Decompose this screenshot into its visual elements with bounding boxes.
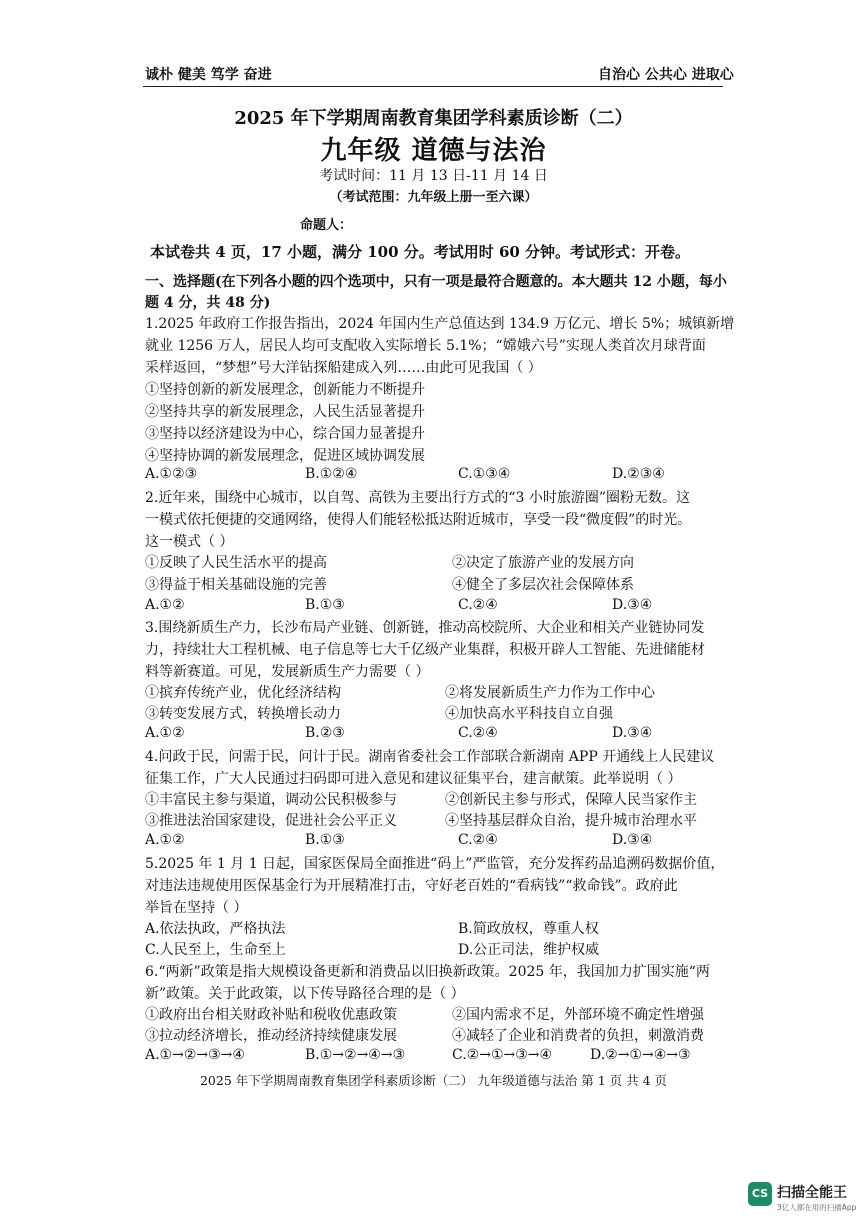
option-b: B.①②④ — [305, 466, 358, 482]
option-d: D.③④ — [612, 597, 653, 613]
statement-item: ④减轻了企业和消费者的负担，刺激消费 — [452, 1028, 704, 1044]
option-a: A.①② — [145, 725, 185, 741]
statement-item: ③得益于相关基础设施的完善 — [145, 577, 327, 593]
section-heading-line2: 题 4 分，共 48 分) — [145, 295, 271, 311]
option-d: D.②→①→④→③ — [590, 1047, 691, 1063]
option-d: D.③④ — [612, 832, 653, 848]
option-b: B.①③ — [305, 597, 345, 613]
option-c: C.②④ — [458, 832, 498, 848]
option-a: A.依法执政，严格执法 — [145, 921, 286, 937]
statement-item: ①丰富民主参与渠道，调动公民积极参与 — [145, 792, 397, 808]
statement-item: ①政府出台相关财政补贴和税收优惠政策 — [145, 1007, 397, 1023]
exam-time: 考试时间：11 月 13 日-11 月 14 日 — [319, 168, 548, 184]
header-divider — [143, 86, 723, 87]
question-stem-line: 6.“两新”政策是指大规模设备更新和消费品以旧换新政策。2025 年，我国加力扩围实施“两 — [145, 964, 710, 980]
exam-info: 本试卷共 4 页，17 小题，满分 100 分。考试用时 60 分钟。考试形式：开卷。 — [150, 243, 691, 261]
statement-item: ④坚持基层群众自治，提升城市治理水平 — [445, 813, 697, 829]
scanner-logo-icon: CS — [748, 1182, 772, 1206]
question-stem-line: 料等新赛道。可见，发展新质生产力需要（ ） — [145, 664, 430, 680]
option-c: C.人民至上，生命至上 — [145, 942, 286, 958]
question-stem-line: 就业 1256 万人，居民人均可支配收入实际增长 5.1%；“嫦娥六号”实现人类首次月球背面 — [145, 338, 706, 354]
section-heading-line1: 一、选择题(在下列各小题的四个选项中，只有一项是最符合题意的。本大题共 12 小题，每小 — [145, 274, 727, 290]
question-stem-line: 举旨在坚持（ ） — [145, 900, 248, 916]
option-c: C.②④ — [458, 725, 498, 741]
option-a: A.①② — [145, 832, 185, 848]
school-motto-right: 自治心 公共心 进取心 — [598, 67, 734, 83]
question-stem-line: 1.2025 年政府工作报告指出，2024 年国内生产总值达到 134.9 万亿元、增长 5%；城镇新增 — [145, 316, 735, 332]
page-footer: 2025 年下学期周南教育集团学科素质诊断（二） 九年级道德与法治 第 1 页 共 4 页 — [199, 1073, 667, 1088]
option-c: C.②→①→③→④ — [452, 1047, 553, 1063]
question-stem-line: 采样返回，“梦想”号大洋钻探船建成入列……由此可见我国（ ） — [145, 360, 542, 376]
statement-item: ①坚持创新的新发展理念，创新能力不断提升 — [145, 382, 425, 398]
question-stem-line: 3.围绕新质生产力，长沙布局产业链、创新链，推动高校院所、大企业和相关产业链协同发 — [145, 620, 705, 636]
statement-item: ①摈弃传统产业，优化经济结构 — [145, 685, 341, 701]
statement-item: ②坚持共享的新发展理念，人民生活显著提升 — [145, 404, 425, 420]
option-a: A.①→②→③→④ — [145, 1047, 245, 1063]
statement-item: ②国内需求不足，外部环境不确定性增强 — [452, 1007, 704, 1023]
statement-item: ①反映了人民生活水平的提高 — [145, 555, 327, 571]
statement-item: ②决定了旅游产业的发展方向 — [452, 555, 634, 571]
statement-item: ③推进法治国家建设，促进社会公平正义 — [145, 813, 397, 829]
option-b: B.②③ — [305, 725, 345, 741]
statement-item: ③拉动经济增长，推动经济持续健康发展 — [145, 1028, 397, 1044]
question-stem-line: 新”政策。关于此政策，以下传导路径合理的是（ ） — [145, 986, 465, 1002]
question-stem-line: 2.近年来，围绕中心城市，以自驾、高铁为主要出行方式的“3 小时旅游圈”圈粉无数。这 — [145, 490, 691, 506]
question-stem-line: 力，持续壮大工程机械、电子信息等七大千亿级产业集群，积极开辟人工智能、先进储能材 — [145, 642, 705, 658]
statement-item: ③坚持以经济建设为中心，综合国力显著提升 — [145, 426, 425, 442]
question-stem-line: 这一模式（ ） — [145, 534, 234, 550]
statement-item: ④坚持协调的新发展理念，促进区域协调发展 — [145, 448, 425, 464]
option-b: B.①→②→④→③ — [305, 1047, 406, 1063]
option-a: A.①②③ — [145, 466, 198, 482]
question-stem-line: 一模式依托便捷的交通网络，使得人们能轻松抵达附近城市，享受一段“微度假”的时光。 — [145, 512, 692, 528]
question-stem-line: 对违法违规使用医保基金行为开展精准打击，守好老百姓的“看病钱”“救命钱”。政府此 — [145, 878, 678, 894]
option-d: D.②③④ — [612, 466, 665, 482]
statement-item: ④加快高水平科技自立自强 — [445, 706, 613, 722]
school-motto-left: 诚朴 健美 笃学 奋进 — [145, 67, 272, 83]
statement-item: ④健全了多层次社会保障体系 — [452, 577, 634, 593]
option-a: A.①② — [145, 597, 185, 613]
option-d: D.公正司法，维护权威 — [458, 942, 600, 958]
author-label: 命题人： — [300, 218, 353, 233]
question-stem-line: 5.2025 年 1 月 1 日起，国家医保局全面推进“码上”严监管，充分发挥药品追溯码数据价值， — [145, 856, 725, 872]
exam-scope: （考试范围：九年级上册一至六课） — [329, 190, 538, 205]
option-b: B.简政放权，尊重人权 — [458, 921, 599, 937]
scanner-app-name: 扫描全能王 — [777, 1185, 847, 1201]
question-stem-line: 征集工作，广大人民通过扫码即可进入意见和建议征集平台，建言献策。此举说明（ ） — [145, 771, 682, 787]
statement-item: ②创新民主参与形式，保障人民当家作主 — [445, 792, 697, 808]
option-c: C.②④ — [458, 597, 498, 613]
exam-title: 2025 年下学期周南教育集团学科素质诊断（二） — [234, 108, 633, 129]
question-stem-line: 4.问政于民，问需于民，问计于民。湖南省委社会工作部联合新湖南 APP 开通线上人民建议 — [145, 749, 715, 765]
option-d: D.③④ — [612, 725, 653, 741]
scanner-app-tagline: 3亿人都在用的扫描App — [777, 1203, 857, 1212]
statement-item: ③转变发展方式，转换增长动力 — [145, 706, 341, 722]
option-c: C.①③④ — [458, 466, 511, 482]
statement-item: ②将发展新质生产力作为工作中心 — [445, 685, 655, 701]
subject-title: 九年级 道德与法治 — [320, 136, 547, 166]
option-b: B.①③ — [305, 832, 345, 848]
